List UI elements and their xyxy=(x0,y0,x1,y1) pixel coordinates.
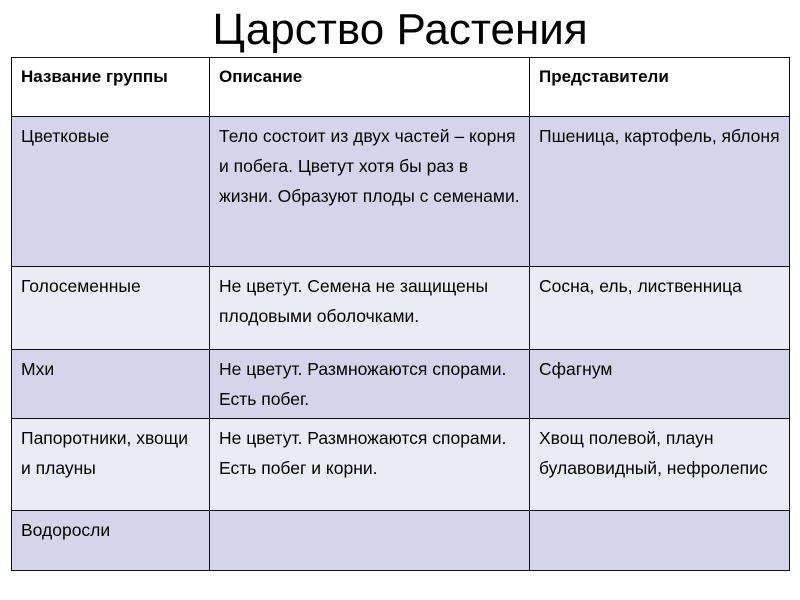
cell-group: Цветковые xyxy=(12,117,210,267)
cell-examples: Хвощ полевой, плаун булавовидный, нефролепис xyxy=(530,419,790,511)
header-description: Описание xyxy=(210,58,530,117)
cell-group: Голосеменные xyxy=(12,267,210,350)
table-row xyxy=(12,511,790,571)
cell-description: Тело состоит из двух частей – корня и побега. Цветут хотя бы раз в жизни. Образуют плоды с семенами. xyxy=(210,117,530,267)
table-row xyxy=(12,350,790,419)
cell-examples xyxy=(530,511,790,571)
cell-examples: Сосна, ель, лиственница xyxy=(530,267,790,350)
cell-group: Водоросли xyxy=(12,511,210,571)
cell-description xyxy=(210,511,530,571)
cell-description: Не цветут. Размножаются спорами. Есть побег. xyxy=(210,350,530,419)
plants-table xyxy=(11,57,790,571)
header-examples: Представители xyxy=(530,58,790,117)
table-row xyxy=(12,267,790,350)
table-header-row xyxy=(12,58,790,117)
header-group-name: Название группы xyxy=(12,58,210,117)
slide-title: Царство Растения xyxy=(212,5,588,54)
cell-description: Не цветут. Семена не защищены плодовыми оболочками. xyxy=(210,267,530,350)
cell-description: Не цветут. Размножаются спорами. Есть побег и корни. xyxy=(210,419,530,511)
table-row xyxy=(12,117,790,267)
table-row xyxy=(12,419,790,511)
cell-group: Папоротники, хвощи и плауны xyxy=(12,419,210,511)
cell-examples: Сфагнум xyxy=(530,350,790,419)
cell-group: Мхи xyxy=(12,350,210,419)
cell-examples: Пшеница, картофель, яблоня xyxy=(530,117,790,267)
